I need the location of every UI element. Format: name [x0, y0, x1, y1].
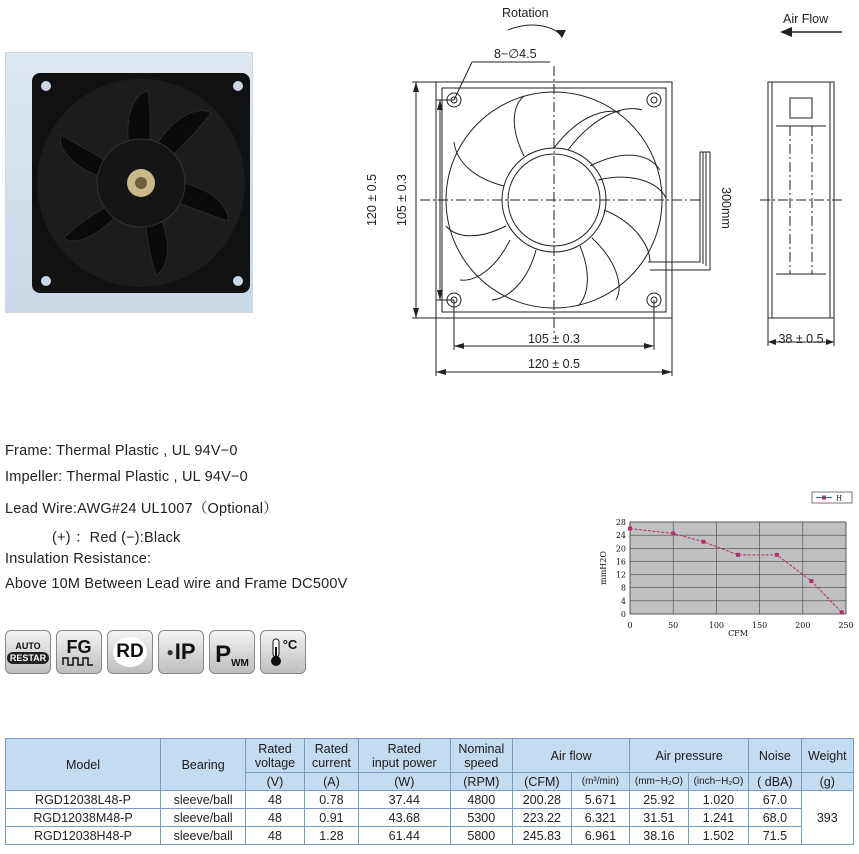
rotation-label: Rotation — [502, 6, 549, 20]
spec-insulation-title: Insulation Resistance: — [5, 551, 152, 567]
table-cell: 43.68 — [359, 809, 450, 827]
table-cell: sleeve/ball — [161, 791, 246, 809]
unit-current: (A) — [304, 773, 358, 791]
outer-width-dim: 120 ± 0.5 — [527, 357, 581, 371]
table-cell: 4800 — [450, 791, 513, 809]
holes-label: 8−∅4.5 — [494, 47, 537, 61]
table-cell: 37.44 — [359, 791, 450, 809]
rd-icon: RD — [107, 630, 153, 674]
table-cell: sleeve/ball — [161, 809, 246, 827]
spec-polarity: (+) ：Red (−):Black — [52, 530, 181, 546]
airflow-label: Air Flow — [783, 12, 829, 26]
data-point — [628, 527, 632, 531]
y-tick-label: 8 — [620, 583, 626, 593]
x-tick-label: 200 — [795, 621, 811, 630]
data-point — [775, 553, 779, 557]
y-tick-label: 28 — [615, 518, 626, 527]
legend-label: H — [836, 494, 843, 503]
header-voltage: Rated voltage — [246, 739, 305, 773]
y-tick-label: 4 — [620, 596, 626, 606]
spec-insulation-value: Above 10M Between Lead wire and Frame DC500V — [5, 576, 348, 592]
fan-photo-image — [6, 53, 252, 312]
table-cell: 6.961 — [571, 827, 630, 845]
table-cell: 5300 — [450, 809, 513, 827]
spec-lead-wire: Lead Wire:AWG#24 UL1007（Optional） — [5, 501, 278, 517]
y-tick-label: 0 — [620, 610, 626, 619]
fg-icon: FG — [56, 630, 102, 674]
weight-cell: 393 — [801, 791, 853, 845]
data-point — [701, 540, 705, 544]
table-cell: 25.92 — [630, 791, 689, 809]
spec-impeller: Impeller: Thermal Plastic , UL 94V−0 — [5, 469, 248, 485]
table-cell: 67.0 — [749, 791, 801, 809]
x-tick-label: 100 — [708, 621, 725, 630]
table-cell: 0.78 — [304, 791, 358, 809]
data-point — [736, 553, 740, 557]
table-cell: 6.321 — [571, 809, 630, 827]
data-point — [809, 579, 813, 583]
ip-icon: ● IP — [158, 630, 204, 674]
header-speed: Nominal speed — [450, 739, 513, 773]
table-row — [6, 827, 854, 845]
unit-inchh2o: (inch−H₂O) — [688, 773, 749, 791]
x-tick-label: 250 — [838, 621, 854, 630]
table-cell: 1.241 — [688, 809, 749, 827]
table-cell: RGD12038L48-P — [6, 791, 161, 809]
inner-width-dim: 105 ± 0.3 — [527, 332, 581, 346]
table-cell: 245.83 — [513, 827, 572, 845]
table-cell: 71.5 — [749, 827, 801, 845]
depth-dim: 38 ± 0.5 — [778, 332, 824, 346]
header-power: Rated input power — [359, 739, 450, 773]
table-cell: 1.28 — [304, 827, 358, 845]
table-cell: 200.28 — [513, 791, 572, 809]
unit-mmh2o: (mm−H₂O) — [630, 773, 689, 791]
x-tick-label: 150 — [751, 621, 768, 630]
x-tick-label: 0 — [627, 621, 633, 630]
spec-frame: Frame: Thermal Plastic , UL 94V−0 — [5, 443, 238, 459]
dimension-drawing — [360, 0, 859, 390]
table-cell: 223.22 — [513, 809, 572, 827]
table-cell: 5800 — [450, 827, 513, 845]
y-axis-label: mmH2O — [599, 551, 608, 585]
spec-table — [5, 738, 854, 845]
table-cell: sleeve/ball — [161, 827, 246, 845]
table-cell: RGD12038M48-P — [6, 809, 161, 827]
unit-g: (g) — [801, 773, 853, 791]
table-cell: 68.0 — [749, 809, 801, 827]
pwm-icon: P WM — [209, 630, 255, 674]
x-tick-label: 50 — [668, 621, 679, 630]
y-tick-label: 16 — [615, 557, 626, 567]
table-cell: RGD12038H48-P — [6, 827, 161, 845]
chart-legend — [812, 492, 852, 503]
cable-length-dim: 300mm — [719, 187, 733, 229]
table-cell: 1.502 — [688, 827, 749, 845]
table-cell: 48 — [246, 791, 305, 809]
header-model: Model — [6, 739, 161, 791]
unit-dba: ( dBA) — [749, 773, 801, 791]
temperature-icon: °C — [260, 630, 306, 674]
table-cell: 48 — [246, 809, 305, 827]
unit-voltage: (V) — [246, 773, 305, 791]
table-row — [6, 809, 854, 827]
header-weight: Weight — [801, 739, 853, 773]
table-cell: 61.44 — [359, 827, 450, 845]
y-tick-label: 12 — [615, 570, 626, 580]
y-tick-label: 24 — [615, 531, 626, 541]
table-cell: 31.51 — [630, 809, 689, 827]
data-point — [840, 610, 844, 614]
data-point — [671, 532, 675, 536]
table-cell: 38.16 — [630, 827, 689, 845]
performance-chart — [596, 488, 858, 648]
table-cell: 0.91 — [304, 809, 358, 827]
header-current: Rated current — [304, 739, 358, 773]
header-noise: Noise — [749, 739, 801, 773]
outer-height-dim: 120 ± 0.5 — [365, 173, 379, 227]
header-bearing: Bearing — [161, 739, 246, 791]
unit-cfm: (CFM) — [513, 773, 572, 791]
x-axis-label: CFM — [728, 629, 748, 638]
auto-restart-icon: AUTO RESTAR — [5, 630, 51, 674]
inner-height-dim: 105 ± 0.3 — [395, 173, 409, 227]
unit-m3: (m³/min) — [571, 773, 630, 791]
unit-speed: (RPM) — [450, 773, 513, 791]
header-pressure: Air pressure — [630, 739, 749, 773]
table-cell: 1.020 — [688, 791, 749, 809]
y-tick-label: 20 — [615, 544, 626, 554]
unit-power: (W) — [359, 773, 450, 791]
table-cell: 5.671 — [571, 791, 630, 809]
header-airflow: Air flow — [513, 739, 630, 773]
table-cell: 48 — [246, 827, 305, 845]
table-row — [6, 791, 854, 809]
fan-photo — [5, 52, 253, 313]
feature-icons — [5, 630, 306, 676]
